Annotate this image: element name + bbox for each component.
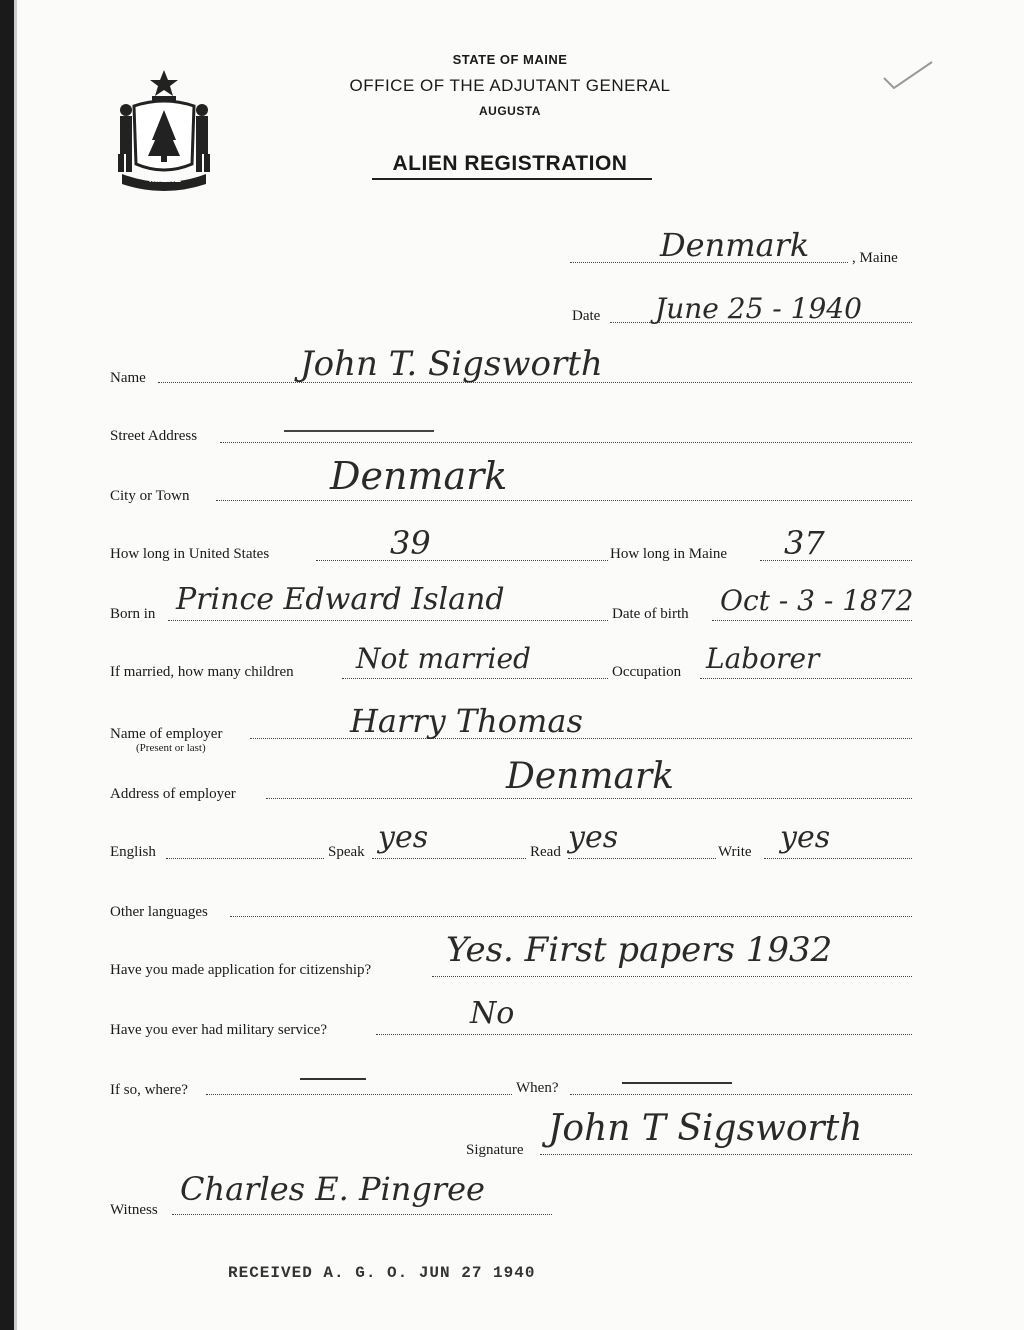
scan-edge-shadow [14,0,17,1330]
other-languages-line [230,916,912,917]
received-stamp: RECEIVED A. G. O. JUN 27 1940 [228,1264,536,1282]
employer-address-value: Denmark [506,756,674,797]
english-line [166,858,324,859]
citizenship-value: Yes. First papers 1932 [446,930,833,970]
page-title: ALIEN REGISTRATION [392,152,628,175]
write-value: yes [780,820,831,855]
witness-line [172,1214,552,1215]
city-value: Denmark [330,454,508,498]
date-value: June 25 - 1940 [655,292,862,325]
street-address-dash [284,430,434,432]
dob-value: Oct - 3 - 1872 [720,584,914,617]
dob-label: Date of birth [612,606,689,622]
when-dash [622,1082,732,1084]
date-label: Date [572,308,601,324]
where-label: If so, where? [110,1082,188,1098]
write-line [764,858,912,859]
citizenship-label: Have you made application for citizenship? [110,962,372,978]
speak-label: Speak [328,844,365,860]
other-languages-label: Other languages [110,904,208,920]
name-label: Name [110,370,146,386]
signature-label: Signature [466,1142,524,1158]
born-in-label: Born in [110,606,156,622]
signature-value: John T Sigsworth [548,1108,863,1149]
employer-value: Harry Thomas [350,702,583,740]
employer-address-label: Address of employer [110,786,236,802]
maine-duration-line [760,560,912,561]
town-value: Denmark [660,226,810,264]
married-line [342,678,608,679]
maine-duration-label: How long in Maine [610,546,728,562]
state-heading: STATE OF MAINE [452,52,568,67]
citizenship-line [432,976,912,977]
employer-address-line [266,798,912,799]
check-mark-icon [880,58,936,92]
us-duration-label: How long in United States [110,546,270,562]
when-line [570,1094,912,1095]
city-line [216,500,912,501]
read-line [568,858,716,859]
us-duration-line [316,560,608,561]
occupation-line [700,678,912,679]
us-duration-value: 39 [390,524,431,562]
street-address-line [220,442,912,443]
married-value: Not married [356,642,531,675]
born-in-line [168,620,608,621]
employer-label: Name of employer [110,726,223,742]
city-heading: AUGUSTA [479,104,541,118]
read-label: Read [530,844,561,860]
born-in-value: Prince Edward Island [176,582,505,617]
speak-value: yes [378,820,429,855]
read-value: yes [568,820,619,855]
write-label: Write [718,844,752,860]
speak-line [372,858,526,859]
office-heading: OFFICE OF THE ADJUTANT GENERAL [349,76,671,95]
dob-line [712,620,912,621]
scan-edge [0,0,14,1330]
witness-value: Charles E. Pingree [180,1170,485,1208]
signature-line [540,1154,912,1155]
maine-duration-value: 37 [784,524,825,562]
when-label: When? [516,1080,559,1096]
town-suffix-label: , Maine [852,250,898,266]
street-address-label: Street Address [110,428,198,444]
english-label: English [110,844,156,860]
employer-sublabel: (Present or last) [136,742,206,754]
witness-label: Witness [110,1202,158,1218]
occupation-label: Occupation [612,664,682,680]
where-line [206,1094,512,1095]
title-underline [372,178,652,180]
military-line [376,1034,912,1035]
military-value: No [470,996,515,1031]
name-value: John T. Sigsworth [300,344,603,384]
military-label: Have you ever had military service? [110,1022,327,1038]
city-label: City or Town [110,488,190,504]
where-dash [300,1078,366,1080]
married-label: If married, how many children [110,664,294,680]
occupation-value: Laborer [706,642,820,675]
seal-banner-text: MAINE [148,174,182,185]
